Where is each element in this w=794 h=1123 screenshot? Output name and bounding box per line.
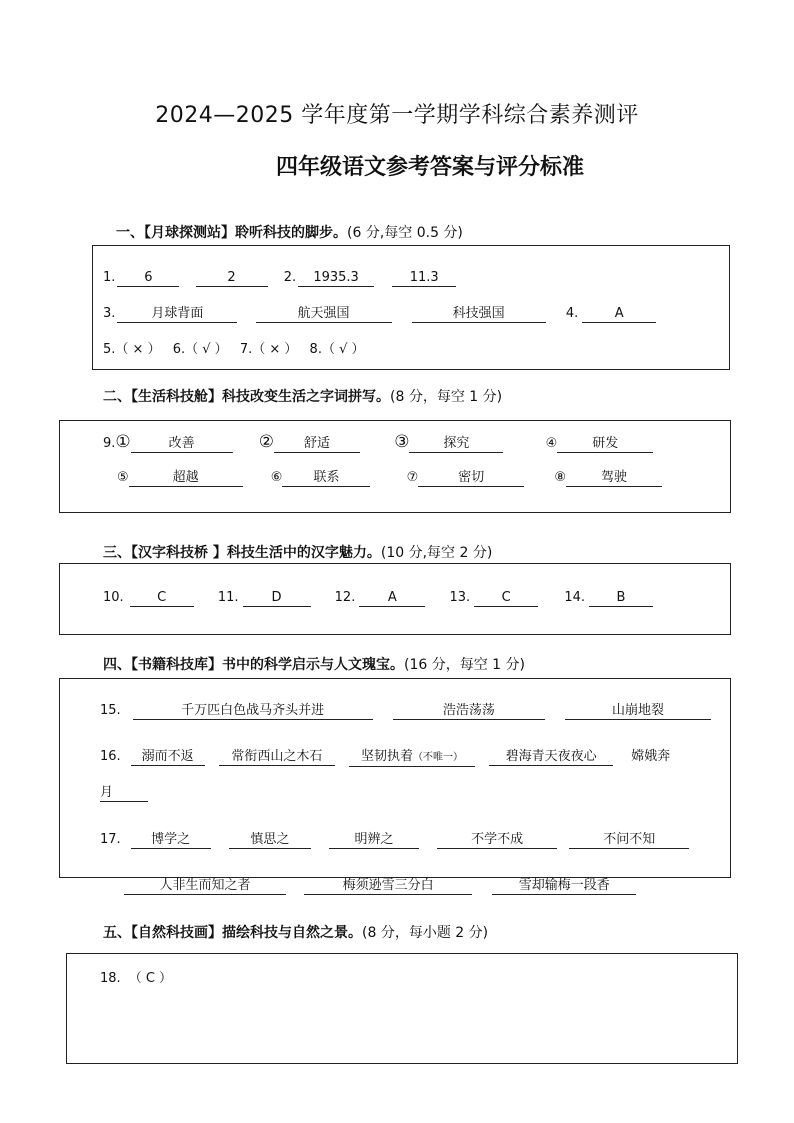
answer-blank: 11.3 [392, 269, 456, 287]
answer-blank: 研发 [557, 435, 653, 453]
answer-blank: C [130, 589, 194, 607]
q-number: 16. [100, 749, 121, 764]
circle-number: ② [258, 432, 275, 452]
q-number: 14. [564, 590, 585, 605]
answer-blank: C [474, 589, 538, 607]
answer-blank: 联系 [282, 469, 370, 487]
section-head: 二、【生活科技舱】科技改变生活之字词拼写。 [103, 389, 390, 405]
answer-blank: 月 [100, 784, 148, 802]
answer-text: 坚韧执着 [360, 749, 413, 764]
section-head: 四、【书籍科技库】书中的科学启示与人文瑰宝。 [103, 657, 404, 673]
circle-number: ⑥ [270, 470, 283, 485]
answer-blank: 改善 [131, 435, 233, 453]
section-head: 三、【汉字科技桥 】科技生活中的汉字魅力。 [103, 545, 381, 561]
fill-row-17 [100, 831, 689, 849]
word-row-2 [117, 469, 662, 487]
q-number: 4. [565, 306, 579, 321]
page-title: 2024—2025 学年度第一学期学科综合素养测评 [155, 103, 639, 128]
q-number: 2. [283, 270, 297, 285]
answer-blank: 博学之 [131, 831, 211, 849]
answer-blank: 驾驶 [566, 469, 662, 487]
q-number: 18. [100, 971, 121, 986]
section-score: (10 分,每空 2 分) [380, 545, 493, 561]
circle-number: ③ [394, 432, 410, 452]
judgement: （ √ ） [185, 342, 228, 357]
answer-blank [349, 748, 475, 767]
section-score: (16 分，每空 1 分) [404, 657, 525, 673]
answer-blank: 科技强国 [412, 305, 546, 323]
choice-row [103, 589, 653, 607]
answer-text: 嫦娥奔 [631, 749, 671, 764]
answer-blank: 浩浩荡荡 [393, 702, 545, 720]
section-4-heading [103, 654, 525, 674]
q-number: 10. [103, 590, 124, 605]
word-row-1 [103, 433, 653, 453]
judgement: （ √ ） [321, 342, 365, 357]
section-score: (8 分，每空 1 分) [390, 389, 503, 405]
answer-blank: 探究 [409, 435, 503, 453]
answer-blank: 舒适 [274, 435, 360, 453]
answer-blank: 不学不成 [437, 831, 557, 849]
section-head: 五、【自然科技画】描绘科技与自然之景。 [103, 925, 362, 941]
answer-blank: 人非生而知之者 [124, 877, 286, 895]
q-number: 7. [239, 342, 253, 357]
section-5-heading [103, 922, 488, 942]
answer-blank: 梅须逊雪三分白 [304, 877, 472, 895]
q-number: 5. [103, 342, 116, 357]
circle-number: ⑤ [117, 470, 129, 485]
q-number: 11. [217, 590, 239, 605]
answer-blank: 1935.3 [298, 269, 374, 287]
answer-blank: A [359, 589, 425, 607]
answer-blank: 超越 [129, 469, 243, 487]
circle-number: ⑧ [554, 470, 567, 485]
answer-note: （不唯一） [412, 752, 463, 763]
answer-row-1 [103, 269, 456, 287]
q-number: 6. [172, 342, 186, 357]
circle-number: ④ [545, 436, 558, 451]
circle-number: ① [115, 432, 131, 452]
q-number: 12. [334, 590, 356, 605]
answer-blank: 密切 [418, 469, 524, 487]
answer-row-18 [100, 970, 172, 988]
answer-blank: 雪却输梅一段香 [492, 877, 636, 895]
answer-blank: A [582, 305, 656, 323]
q-number: 17. [100, 832, 121, 847]
section-score: (6 分,每空 0.5 分) [347, 225, 463, 241]
answer-row-3 [103, 341, 365, 359]
judgement: （ C ） [128, 971, 173, 986]
answer-blank: D [243, 589, 311, 607]
fill-row-16-cont [100, 784, 148, 802]
circle-number: ⑦ [406, 470, 419, 485]
section-3-heading [103, 542, 492, 562]
q-number: 1. [103, 270, 116, 285]
section-head: 一、【月球探测站】聆听科技的脚步。 [116, 225, 347, 241]
q-number: 9. [103, 436, 116, 451]
section-2-heading [103, 386, 502, 406]
q-number: 3. [103, 306, 116, 321]
answer-blank: 2 [196, 269, 268, 287]
judgement: （ × ） [252, 342, 298, 357]
answer-blank: 千万匹白色战马齐头并进 [133, 702, 373, 720]
answer-blank: 慎思之 [229, 831, 311, 849]
answer-blank: 月球背面 [117, 305, 237, 323]
fill-row-15 [100, 702, 711, 720]
judgement: （ × ） [115, 342, 161, 357]
q-number: 13. [449, 590, 471, 605]
section-1-heading [116, 222, 463, 242]
q-number: 15. [100, 703, 121, 718]
page-subtitle: 四年级语文参考答案与评分标准 [275, 155, 584, 180]
answer-blank: 不问不知 [569, 831, 689, 849]
section-score: (8 分，每小题 2 分) [362, 925, 489, 941]
answer-blank: 航天强国 [256, 305, 392, 323]
fill-row-17-cont [124, 877, 636, 895]
answer-blank: B [589, 589, 653, 607]
answer-blank: 碧海青天夜夜心 [489, 748, 613, 766]
answer-blank: 山崩地裂 [565, 702, 711, 720]
q-number: 8. [309, 342, 322, 357]
answer-blank: 6 [117, 269, 179, 287]
fill-row-16 [100, 748, 670, 767]
answer-blank: 明辨之 [329, 831, 419, 849]
answer-blank: 溺而不返 [131, 748, 205, 766]
answer-row-2 [103, 305, 656, 323]
answer-blank: 常衔西山之木石 [219, 748, 335, 766]
